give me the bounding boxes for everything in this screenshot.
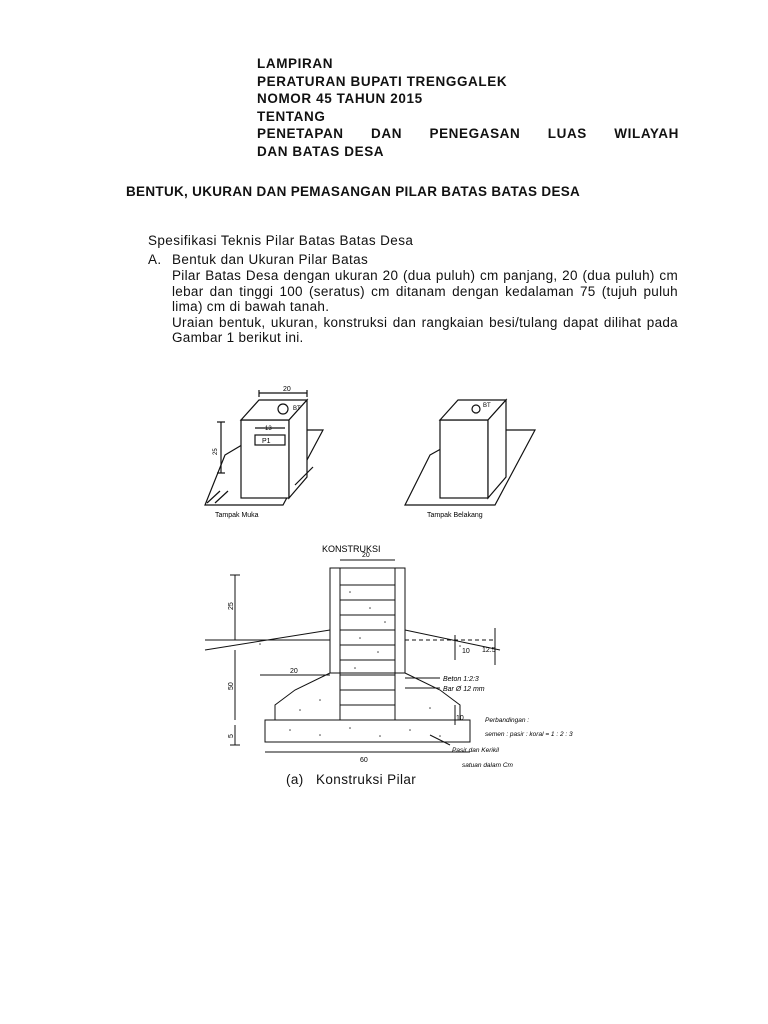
ratio-label: semen : pasir : koral = 1 : 2 : 3	[485, 731, 573, 738]
bt-label-back: BT	[483, 403, 491, 409]
dim-20-lower-label: 20	[290, 668, 298, 675]
front-view-caption: Tampak Muka	[215, 512, 259, 519]
dim-width-label: 20	[283, 386, 291, 393]
figure-caption	[286, 772, 416, 787]
document-header	[257, 55, 679, 160]
document-title: BENTUK, UKURAN DAN PEMASANGAN PILAR BATAS BATAS DESA	[126, 184, 581, 199]
dim-5-label: 5	[228, 734, 235, 738]
header-line-lampiran: LAMPIRAN	[257, 56, 334, 71]
caption-text: Konstruksi Pilar	[316, 772, 417, 787]
dim-25-label: 25	[228, 602, 235, 610]
header-line-regulation: PERATURAN BUPATI TRENGGALEK	[257, 73, 508, 89]
header-line-subject-cont: DAN BATAS DESA	[257, 143, 385, 159]
header-line-subject: PENETAPAN DAN PENEGASAN LUAS WILAYAH	[257, 126, 679, 141]
dim-13-label: 13	[265, 426, 272, 432]
construction-figure	[200, 540, 670, 775]
dim-10-base-label: 10	[456, 715, 464, 722]
construction-title: KONSTRUKSI	[322, 544, 381, 554]
pasir-label: Pasir dan Kerikil	[452, 747, 499, 754]
section-body	[172, 268, 678, 346]
dim-25-label: 25	[213, 448, 219, 455]
section-title: Bentuk dan Ukuran Pilar Batas	[172, 252, 369, 267]
plate-label: P1	[262, 438, 271, 445]
beton-label: Beton 1:2:3	[443, 676, 479, 683]
dim-top-label: 20	[362, 552, 370, 559]
satuan-label: satuan dalam Cm	[462, 762, 513, 769]
section-a-heading	[148, 252, 368, 267]
pillar-views-figure	[195, 385, 595, 525]
dim-10-label: 10	[462, 648, 470, 655]
dim-125-label: 12.5	[482, 647, 496, 654]
paragraph-dimensions: Pilar Batas Desa dengan ukuran 20 (dua puluh) cm panjang, 20 (dua puluh) cm lebar dan tinggi 100 (seratus) cm ditanam dengan kedalaman 75 (tujuh puluh lima) cm di bawah tanah.	[172, 268, 678, 314]
caption-label: (a)	[286, 772, 304, 787]
bt-label-front: BT	[293, 406, 301, 412]
bar-label: Bar Ø 12 mm	[443, 686, 485, 693]
dim-60-label: 60	[360, 757, 368, 764]
spec-heading: Spesifikasi Teknis Pilar Batas Batas Desa	[148, 233, 414, 248]
construction-drawing	[205, 560, 500, 752]
dim-50-label: 50	[228, 682, 235, 690]
front-view-drawing	[205, 390, 323, 505]
perbandingan-label: Perbandingan :	[485, 717, 530, 724]
back-view-caption: Tampak Belakang	[427, 512, 483, 519]
concrete-texture	[229, 591, 461, 737]
back-view-drawing	[405, 400, 535, 505]
paragraph-reference: Uraian bentuk, ukuran, konstruksi dan rangkaian besi/tulang dapat dilihat pada Gambar 1 berikut ini.	[172, 314, 678, 345]
section-label: A.	[148, 252, 162, 267]
header-line-tentang: TENTANG	[257, 108, 326, 124]
header-line-number: NOMOR 45 TAHUN 2015	[257, 91, 423, 106]
